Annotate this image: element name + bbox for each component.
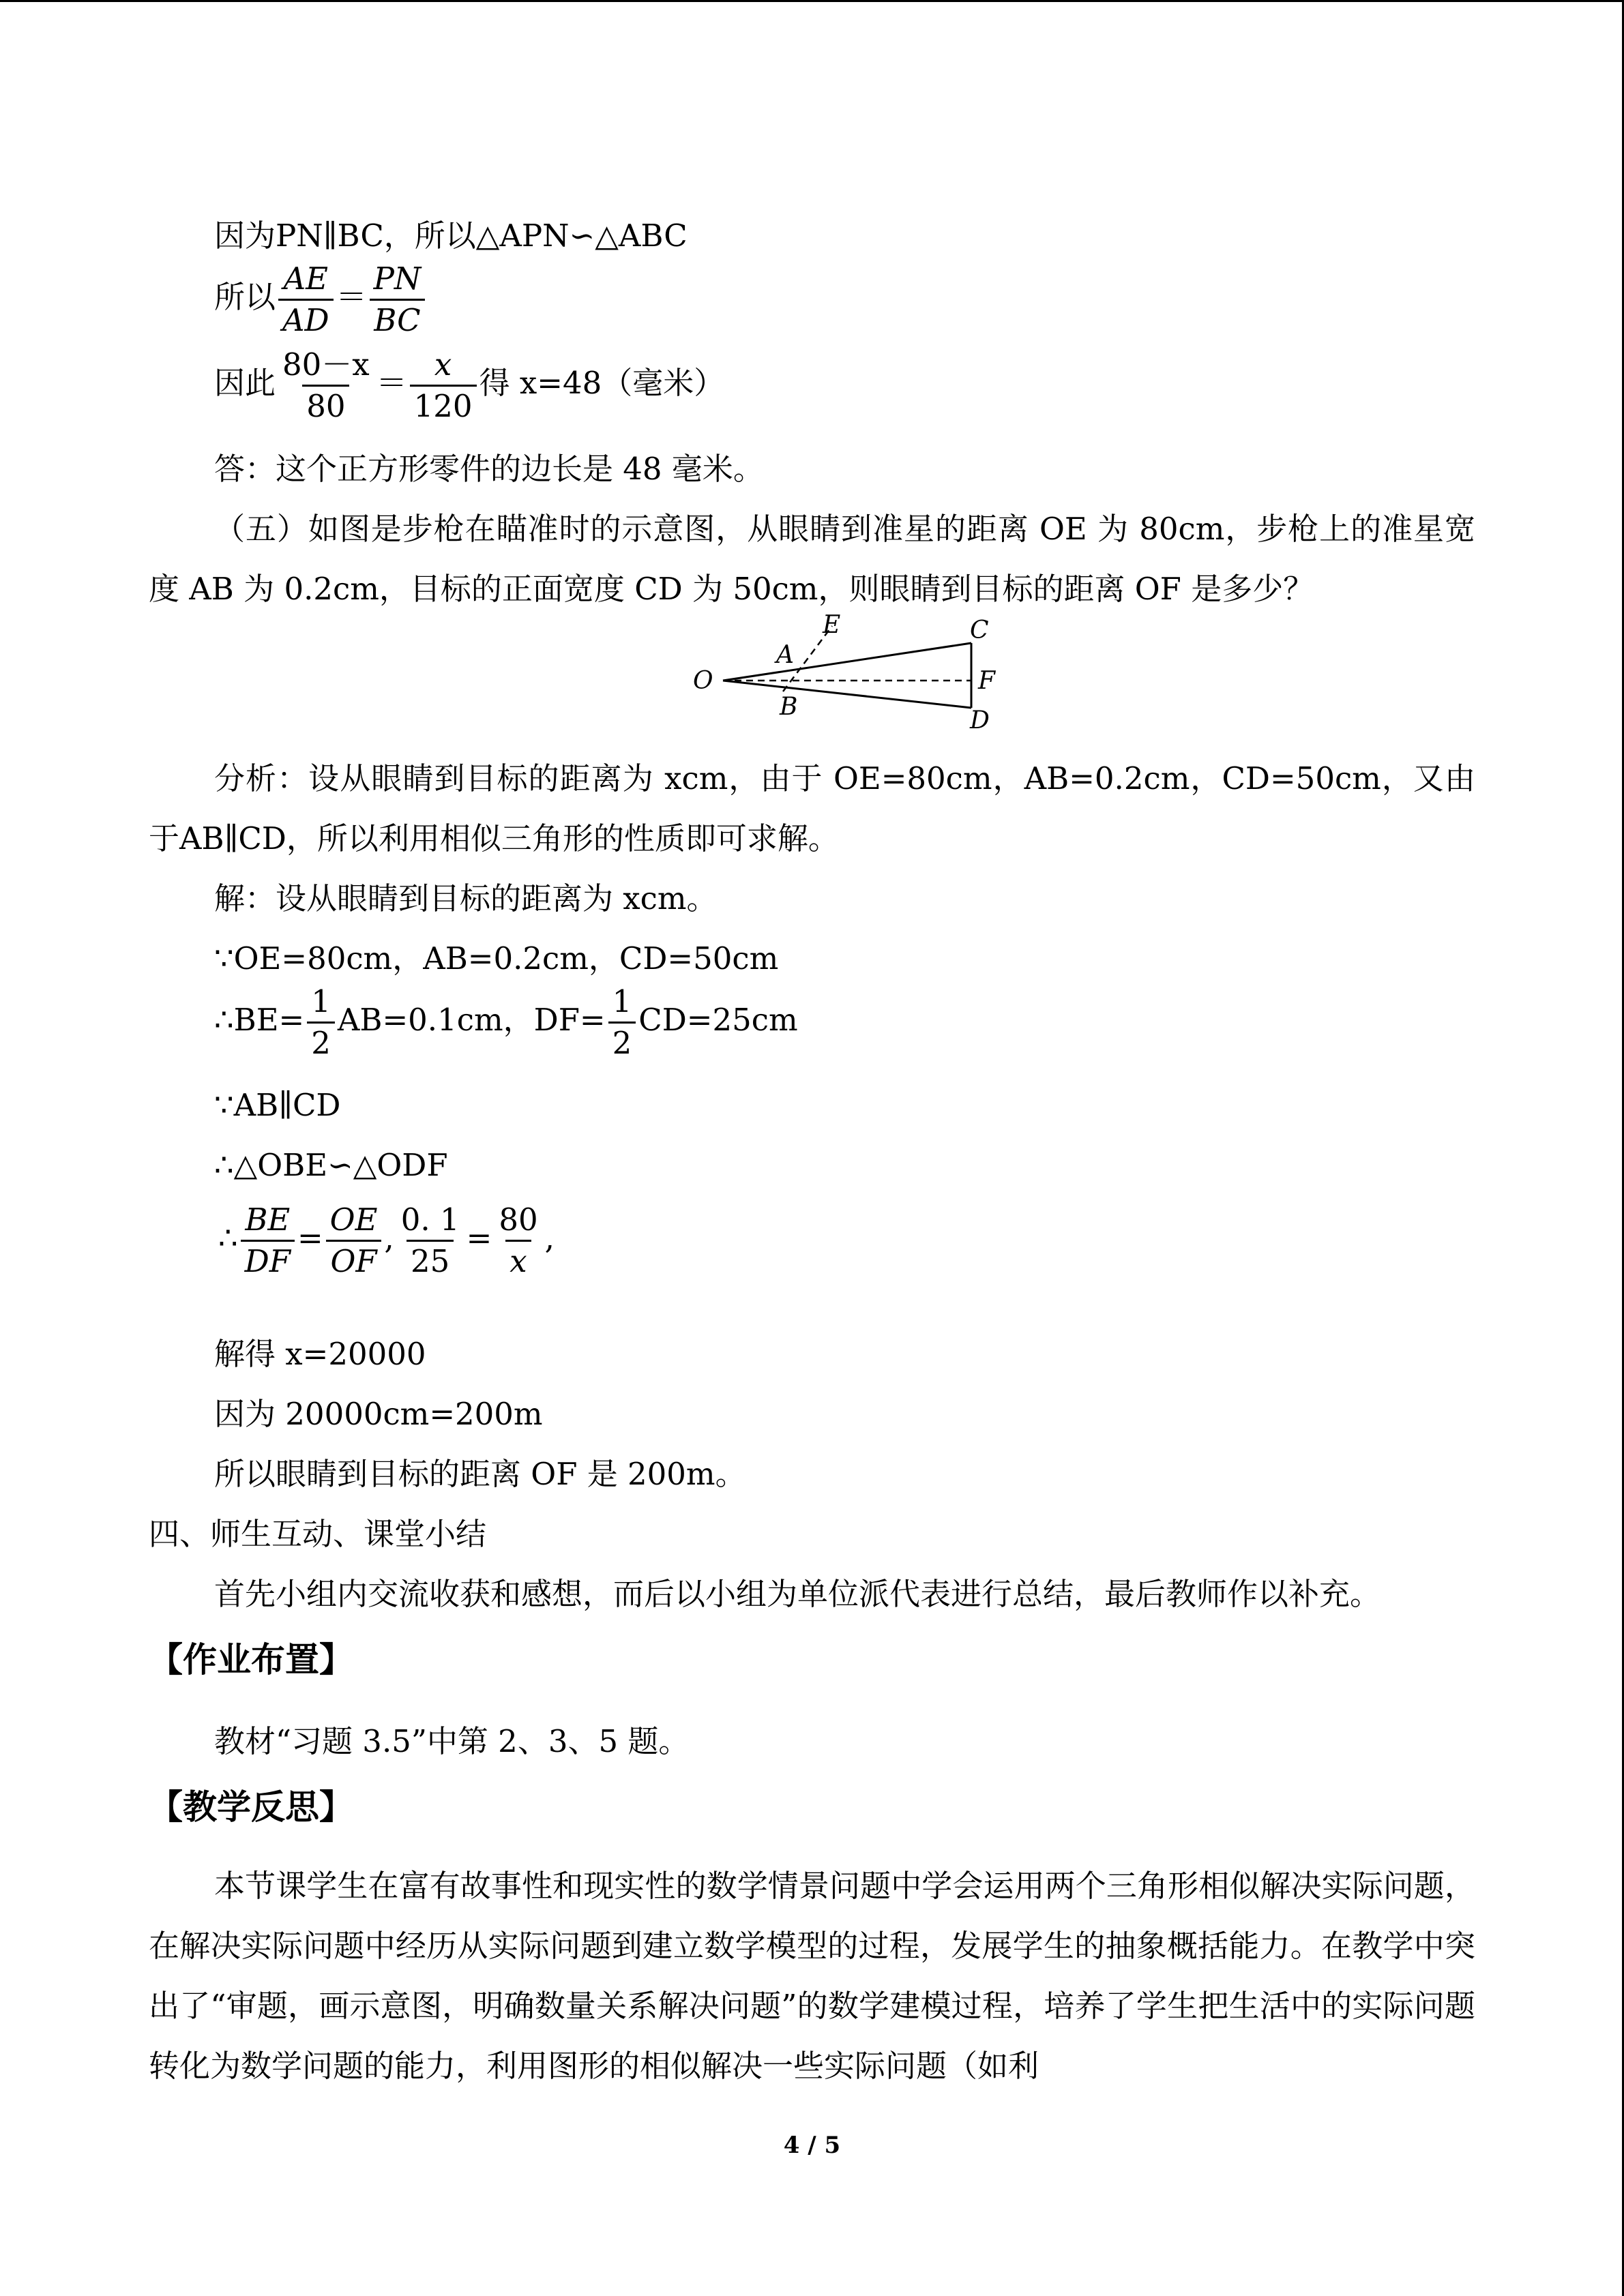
text-line: 教材“习题 3.5”中第 2、3、5 题。 bbox=[214, 1723, 690, 1759]
reflection-heading: 【教学反思】 bbox=[149, 1787, 353, 1827]
fraction bbox=[278, 259, 334, 340]
fraction bbox=[326, 1200, 382, 1281]
numerator: OE bbox=[329, 1202, 378, 1238]
denominator: BC bbox=[370, 299, 424, 340]
denominator: DF bbox=[241, 1240, 295, 1281]
denominator: 80 bbox=[302, 385, 349, 426]
numerator: 0. 1 bbox=[400, 1202, 460, 1238]
numerator: 1 bbox=[311, 983, 331, 1019]
paragraph-text: （五）如图是步枪在瞄准时的示意图，从眼睛到准星的距离 OE 为 80cm，步枪上的准星宽度 AB 为 0.2cm，目标的正面宽度 CD 为 50cm，则眼睛到目标的距离 OF 是多少？ bbox=[149, 511, 1475, 607]
numerator: 1 bbox=[612, 983, 632, 1019]
rifle-aiming-figure bbox=[689, 612, 1030, 735]
equation-line bbox=[218, 1200, 555, 1281]
denominator: 2 bbox=[307, 1022, 335, 1063]
text: AB=0.1cm，DF= bbox=[337, 1002, 606, 1038]
label-C: C bbox=[970, 616, 989, 644]
problem-paragraph bbox=[149, 499, 1475, 619]
fraction bbox=[241, 1200, 295, 1281]
equation-line bbox=[214, 345, 724, 426]
denominator: OF bbox=[326, 1240, 381, 1281]
numerator: PN bbox=[373, 260, 422, 297]
text-line: 解：设从眼睛到目标的距离为 xcm。 bbox=[214, 880, 718, 916]
equation-line bbox=[214, 982, 798, 1063]
paragraph-text: 分析：设从眼睛到目标的距离为 xcm，由于 OE=80cm，AB=0.2cm，CD=50cm，又由于AB∥CD，所以利用相似三角形的性质即可求解。 bbox=[149, 760, 1475, 856]
denominator: 25 bbox=[407, 1240, 454, 1281]
denominator: 2 bbox=[608, 1022, 636, 1063]
text-line: 因为PN∥BC，所以△APN∽△ABC bbox=[214, 218, 688, 254]
label-D: D bbox=[970, 706, 990, 734]
text: , bbox=[544, 1220, 555, 1256]
fraction bbox=[278, 345, 374, 426]
numerator: 80 bbox=[499, 1202, 538, 1238]
numerator: x bbox=[434, 346, 452, 383]
line-OC bbox=[723, 643, 971, 681]
paragraph-text: 本节课学生在富有故事性和现实性的数学情景问题中学会运用两个三角形相似解决实际问题，在解决实际问题中经历从实际问题到建立数学模型的过程，发展学生的抽象概括能力。在教学中突出了“审题，画示意图，明确数量关系解决问题”的数学建模过程，培养了学生把生活中的实际问题转化为数学问题的能力，利用图形的相似解决一些实际问题（如利 bbox=[149, 1868, 1475, 2084]
analysis-paragraph bbox=[149, 749, 1475, 869]
label-O: O bbox=[693, 667, 713, 695]
fraction bbox=[410, 345, 477, 426]
text: ∴BE= bbox=[214, 1002, 305, 1038]
page-number: 4 / 5 bbox=[783, 2132, 841, 2159]
text-line: 解得 x=20000 bbox=[214, 1336, 426, 1372]
label-A: A bbox=[776, 641, 794, 669]
equals: ＝ bbox=[376, 365, 407, 401]
fraction bbox=[370, 259, 426, 340]
top-border bbox=[0, 0, 1624, 2]
reflection-paragraph bbox=[149, 1856, 1475, 2096]
label-B: B bbox=[780, 693, 798, 721]
text-line: 所以眼睛到目标的距离 OF 是 200m。 bbox=[214, 1456, 746, 1492]
text: 得 x=48（毫米） bbox=[479, 365, 725, 401]
fraction bbox=[397, 1200, 464, 1281]
label-F: F bbox=[978, 667, 995, 695]
denominator: AD bbox=[278, 299, 334, 340]
equals: = bbox=[297, 1220, 323, 1256]
text: CD=25cm bbox=[638, 1002, 798, 1038]
text-line: 因为 20000cm=200m bbox=[214, 1396, 543, 1432]
text: , bbox=[384, 1220, 394, 1256]
homework-heading: 【作业布置】 bbox=[149, 1640, 353, 1680]
text: ∴ bbox=[218, 1220, 238, 1256]
label-E: E bbox=[823, 612, 841, 639]
denominator: 120 bbox=[410, 385, 477, 426]
text-line: 首先小组内交流收获和感想，而后以小组为单位派代表进行总结，最后教师作以补充。 bbox=[214, 1576, 1381, 1612]
denominator: x bbox=[505, 1240, 531, 1281]
fraction bbox=[608, 982, 636, 1063]
text: 因此 bbox=[214, 365, 276, 401]
equation-line bbox=[214, 259, 428, 340]
text-line: ∵OE=80cm，AB=0.2cm，CD=50cm bbox=[214, 940, 779, 976]
fraction bbox=[494, 1200, 542, 1281]
text-line: ∵AB∥CD bbox=[214, 1087, 341, 1123]
fraction bbox=[307, 982, 335, 1063]
line-OD bbox=[723, 681, 971, 708]
text-line: 答：这个正方形零件的边长是 48 毫米。 bbox=[214, 451, 764, 487]
numerator: AE bbox=[283, 260, 328, 297]
numerator: 80－x bbox=[282, 346, 370, 383]
numerator: BE bbox=[245, 1202, 291, 1238]
section-title: 四、师生互动、课堂小结 bbox=[149, 1516, 487, 1552]
text-line: ∴△OBE∽△ODF bbox=[214, 1147, 448, 1183]
text: 所以 bbox=[214, 279, 276, 315]
equals: = bbox=[466, 1220, 492, 1256]
equals: ＝ bbox=[336, 279, 367, 315]
